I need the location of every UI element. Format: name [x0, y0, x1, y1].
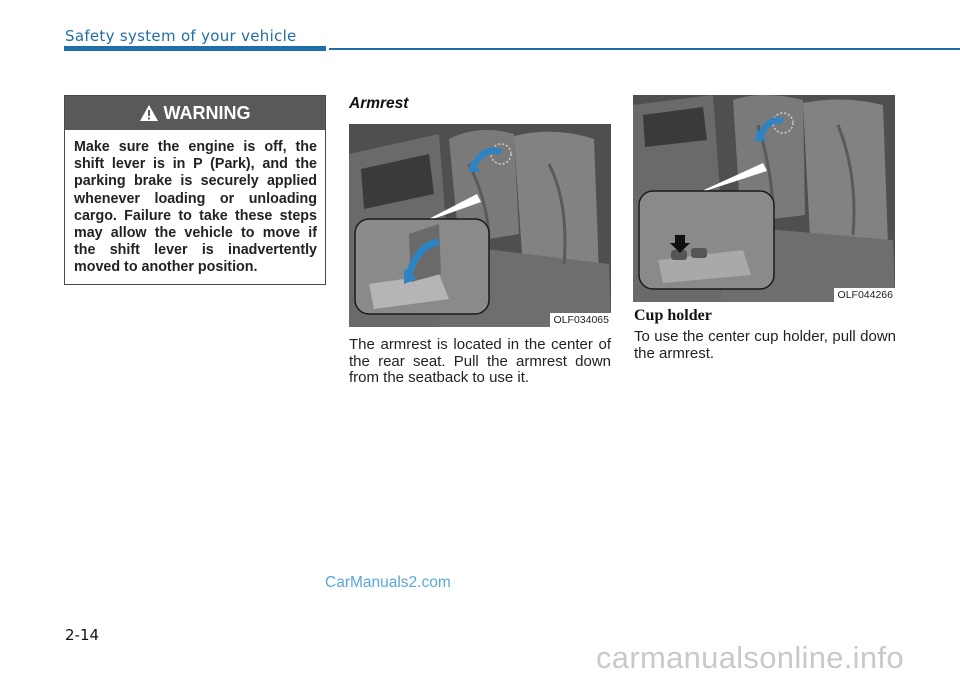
cup-holder-text: To use the center cup holder, pull down the armrest. — [634, 328, 896, 362]
armrest-text: The armrest is located in the center of the rear seat. Pull the armrest down from the seatback to use it. — [349, 336, 611, 386]
warning-triangle-icon — [140, 105, 158, 121]
warning-title: WARNING — [163, 102, 251, 123]
cup-holder-illustration — [633, 95, 895, 302]
warning-box — [64, 95, 326, 285]
warning-header — [65, 96, 325, 130]
warning-text: Make sure the engine is off, the shift lever is in P (Park), and the parking brake is securely applied whenever loading or unloading cargo. Failure to take these steps may allow the vehicle to move if the shift lever is inadvertently moved to another position. — [74, 139, 317, 276]
header-rule-thick — [64, 46, 326, 51]
page-number: 2-14 — [65, 626, 100, 644]
cup-holder-image-code: OLF044266 — [834, 288, 895, 302]
header-rule-thin — [329, 48, 960, 50]
armrest-illustration — [349, 124, 611, 327]
cup-holder-heading: Cup holder — [634, 307, 712, 324]
cup-holder-photo — [633, 95, 895, 302]
section-title: Safety system of your vehicle — [65, 27, 297, 45]
site-watermark: carmanualsonline.info — [596, 640, 904, 675]
armrest-photo — [349, 124, 611, 327]
carmanuals-watermark[interactable]: CarManuals2.com — [325, 574, 451, 591]
armrest-heading: Armrest — [349, 95, 409, 112]
armrest-image-code: OLF034065 — [550, 313, 611, 327]
